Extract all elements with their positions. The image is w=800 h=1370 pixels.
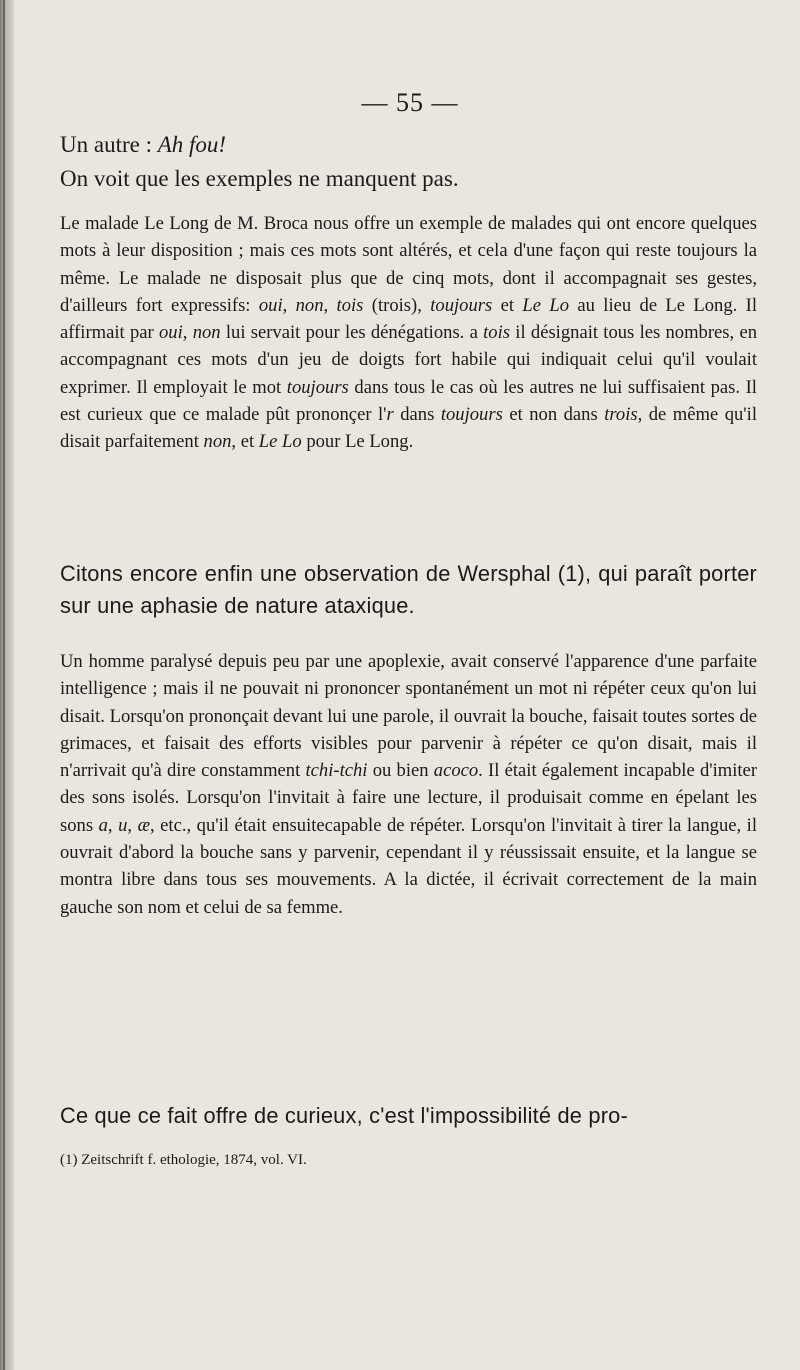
italic-word: toujours: [430, 294, 493, 316]
italic-word: Le Lo: [522, 294, 569, 316]
closing-line: Ce que ce fait offre de curieux, c'est l'impossibilité de pro-: [60, 1103, 628, 1128]
italic-word: Le Lo: [258, 431, 302, 453]
text-run: Le malade Le Long de M. Broca nous offre un exemple de malades qui ont encore quelques mots à leur disposition ; mais ces mots sont altérés, et cela d'une façon qui reste toujours la même. Le malade ne disposait plus que de cinq mots, dont il accompagnait ses gestes, d'ailleurs fort expressifs:: [60, 213, 757, 316]
intro-quote: Ah fou!: [157, 132, 227, 157]
italic-word: tchi-tchi: [305, 760, 368, 782]
paragraph-wersphal: [60, 648, 757, 921]
italic-word: u: [118, 814, 128, 836]
text-run: ,: [107, 814, 119, 836]
text-run: et: [492, 294, 523, 316]
footnote: (1) Zeitschrift f. ethologie, 1874, vol. VI.: [60, 1152, 307, 1168]
intro-line-1: [60, 132, 226, 158]
text-run: (trois),: [363, 294, 431, 316]
italic-word: tois: [336, 294, 364, 316]
intro-line-2: On voit que les exemples ne manquent pas.: [60, 166, 459, 191]
italic-word: non: [295, 294, 324, 316]
intro-text: Un autre :: [60, 132, 158, 157]
italic-word: toujours: [286, 376, 349, 398]
italic-word: r: [386, 404, 394, 426]
text-run: , etc., qu'il était ensuitecapable de répéter. Lorsqu'on l'invitait à tirer la langue, il ouvrait d'abord la bouche sans y parvenir, cependant il y réussissait ensuite, et la langue se montra libre dans tous ses mouvements. A la dictée, il écrivait correctement de la main gauche son nom et celui de sa femme.: [60, 814, 758, 918]
italic-word: æ: [137, 814, 150, 836]
text-run: il désignait tous les nombres, en accompagnant ces mots d'un jeu de doigts fort habile qui indiquait celui qu'il voulait exprimer. Il employait le mot: [60, 322, 757, 398]
text-run: ,: [323, 294, 337, 316]
italic-word: toujours: [440, 404, 503, 426]
text-run: ,: [127, 814, 138, 836]
binding-line: [3, 0, 5, 1370]
text-run: lui servait pour les dénégations. a: [220, 322, 484, 344]
italic-word: a: [98, 814, 108, 836]
text-run: pour Le Long.: [301, 431, 414, 453]
italic-word: oui: [159, 322, 183, 344]
italic-word: trois: [604, 404, 638, 426]
text-run: , de même qu'il disait parfaitement: [60, 404, 757, 453]
text-run: ,: [282, 294, 296, 316]
text-run: dans tous le cas où les autres ne lui suffisaient pas. Il est curieux que ce malade pût prononçer l': [60, 376, 757, 426]
text-run: dans: [393, 404, 441, 426]
text-run: au lieu de Le Long. Il affirmait par: [60, 294, 758, 344]
italic-word: tois: [483, 322, 511, 344]
italic-word: acoco: [433, 760, 479, 782]
text-run: ou bien: [367, 760, 434, 782]
italic-word: non: [203, 431, 232, 453]
italic-word: oui: [258, 294, 283, 316]
page-number: — 55 —: [361, 88, 459, 117]
text-run: ,: [182, 322, 193, 344]
text-run: Un homme paralysé depuis peu par une apoplexie, avait conservé l'apparence d'une parfaite intelligence ; mais il ne pouvait ni prononcer spontanément un mot ni répéter ceux qu'on lui disait. Lorsqu'on prononçait devant lui une parole, il ouvrait la bouche, faisait toutes sortes de grimaces, et faisait des efforts visibles pour parvenir à répéter ce qu'on disait, mais il n'arrivait qu'à dire constamment: [60, 651, 757, 782]
text-run: et non dans: [502, 404, 605, 426]
section-heading: Citons encore enfin une observation de Wersphal (1), qui paraît porter sur une aphasie de nature ataxique.: [60, 561, 757, 618]
text-run: , et: [231, 431, 259, 453]
italic-word: non: [192, 322, 221, 344]
paragraph-le-long: [60, 210, 757, 456]
text-run: . Il était également incapable d'imiter des sons isolés. Lorsqu'on l'invitait à faire une lecture, il produisait comme en épelant les sons: [60, 760, 758, 836]
